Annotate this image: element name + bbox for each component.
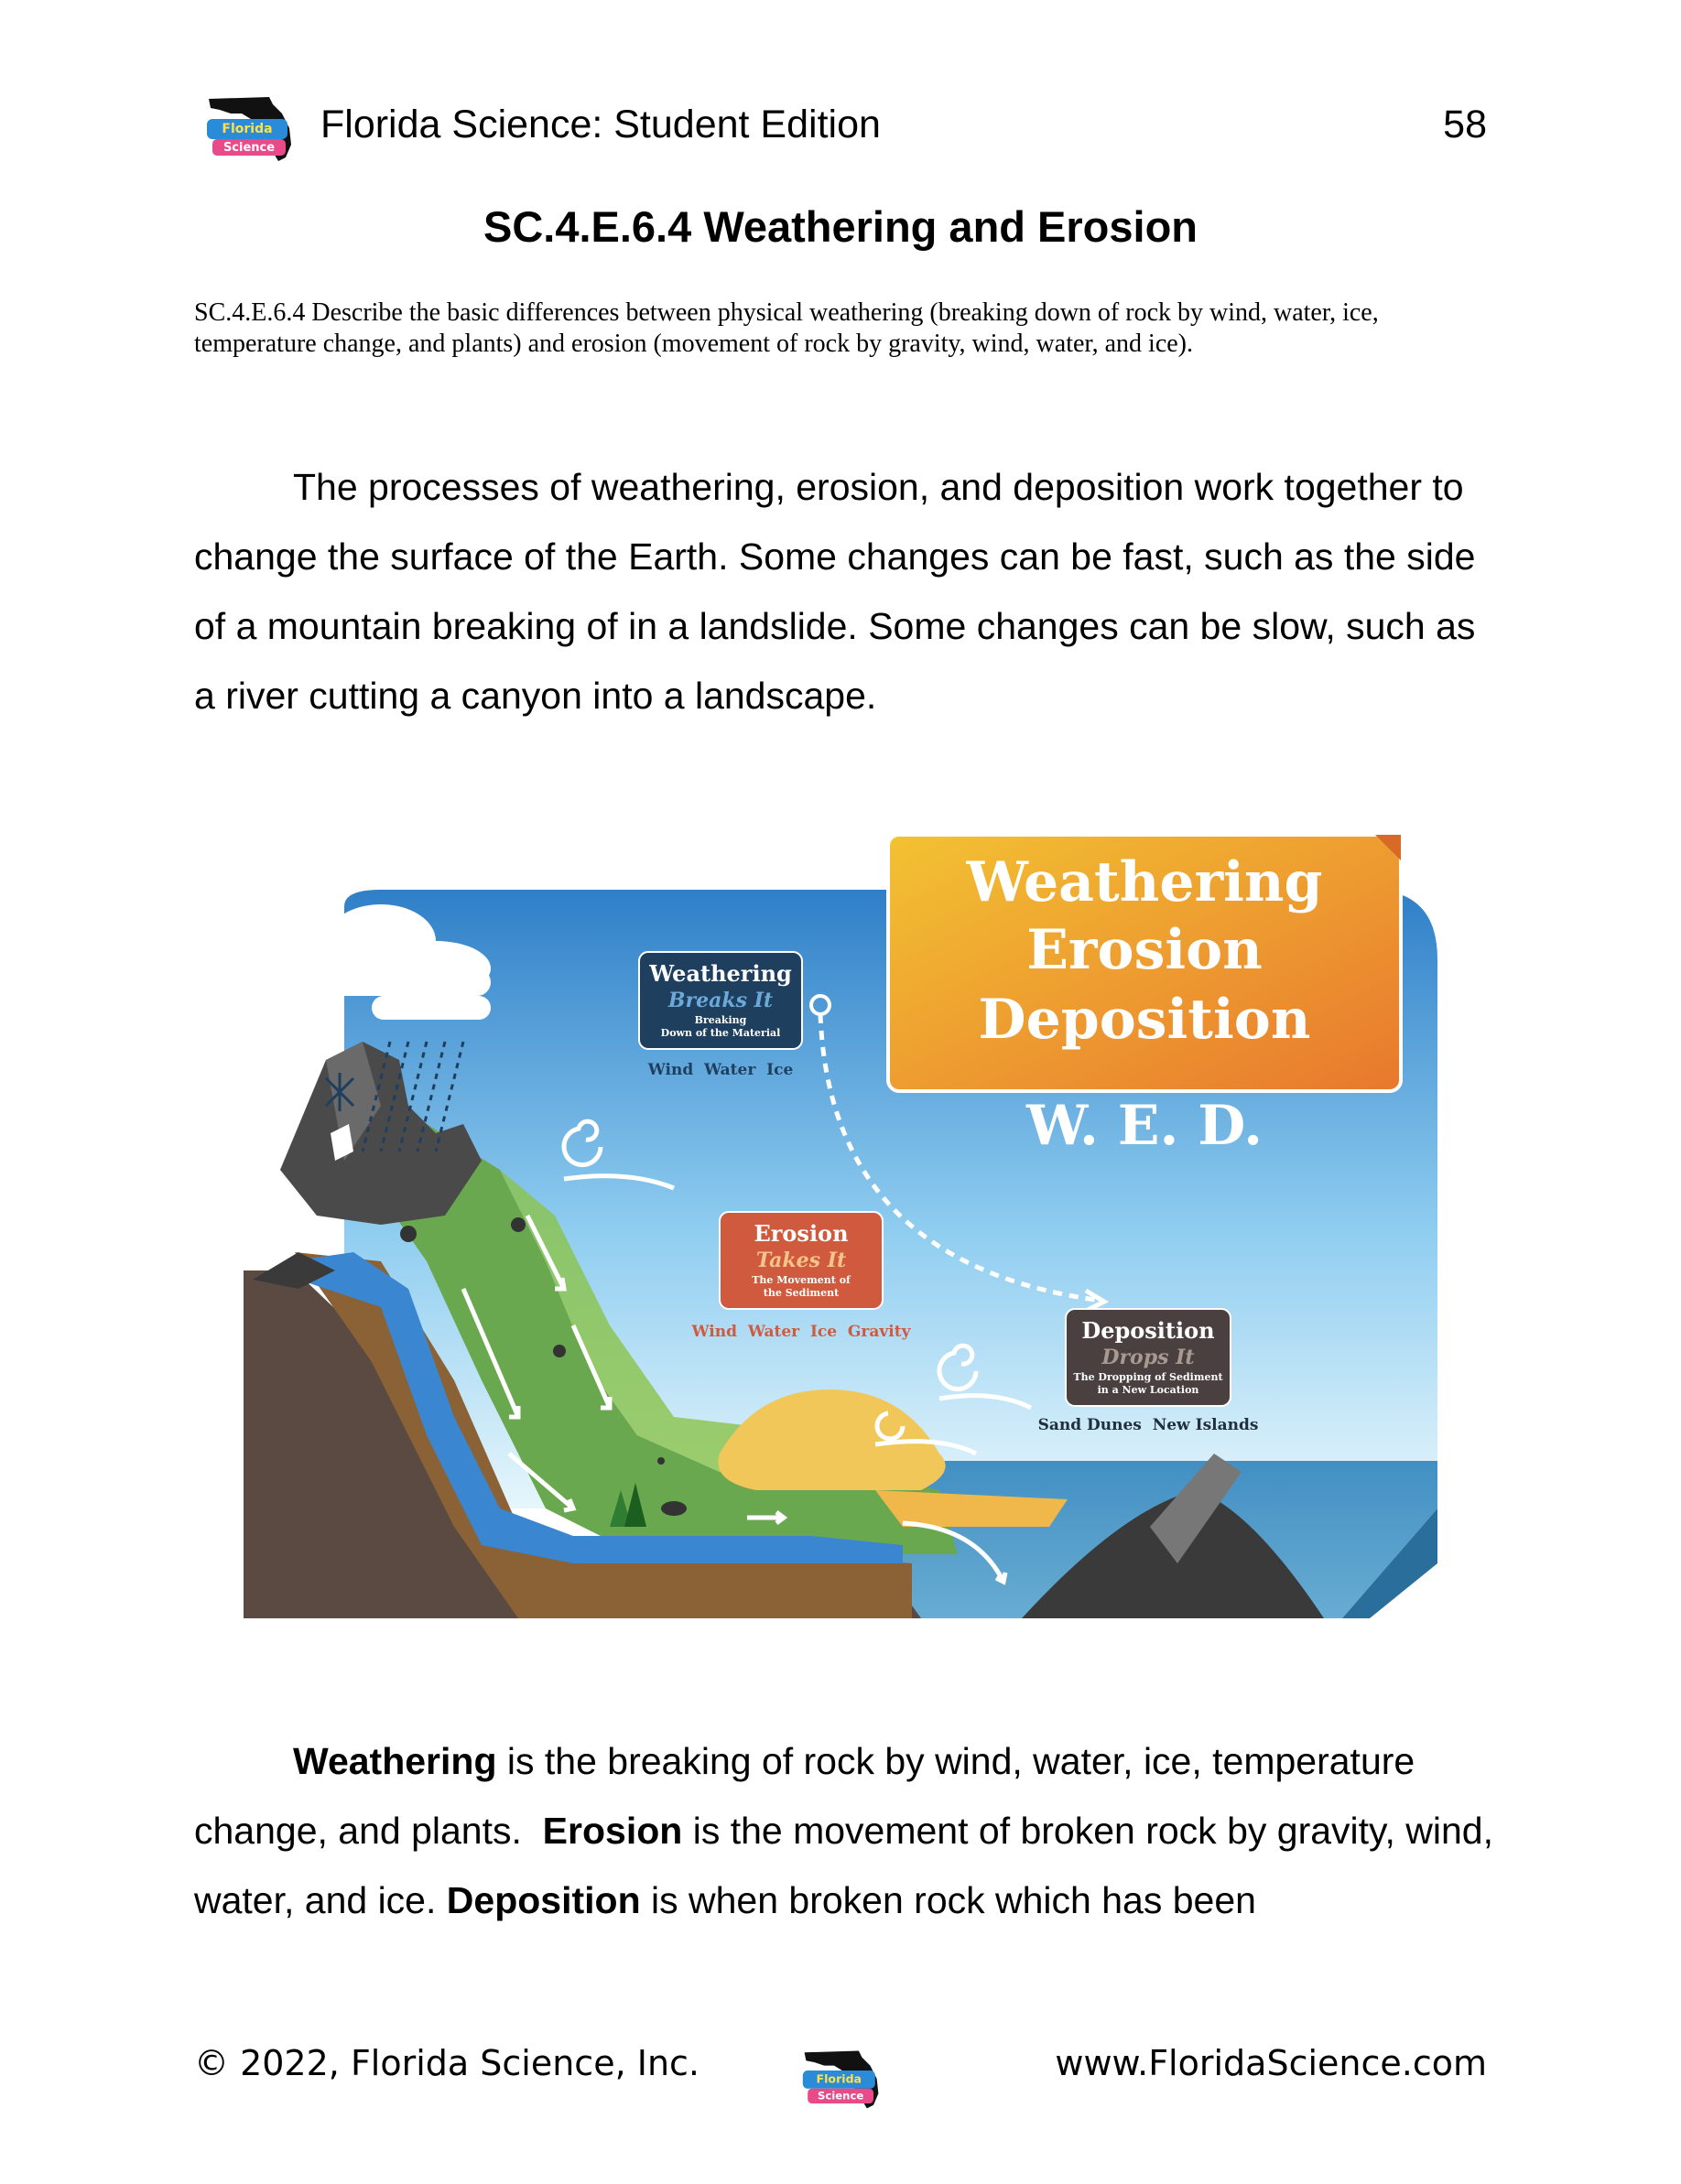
- banner-deposition: Deposition: [978, 988, 1311, 1052]
- page-number: 58: [1443, 103, 1487, 146]
- footer-website: www.FloridaScience.com: [1055, 2043, 1487, 2083]
- footer-copyright: © 2022, Florida Science, Inc.: [194, 2043, 700, 2083]
- wed-acronym: W. E. D.: [1025, 1094, 1263, 1158]
- florida-science-logo: [205, 92, 295, 165]
- weathering-subtitle: Breaks It: [667, 989, 774, 1012]
- logo-text-science: Science: [222, 141, 276, 155]
- weathering-agents: Wind Water Ice: [647, 1061, 794, 1079]
- florida-science-logo: [801, 2043, 882, 2114]
- rock: [661, 1501, 687, 1516]
- header-brand: Florida Science: Student Edition: [320, 103, 881, 146]
- erosion-desc-2: the Sediment: [763, 1287, 840, 1299]
- rock: [400, 1226, 417, 1242]
- term-deposition: Deposition: [446, 1879, 641, 1921]
- rock: [511, 1217, 526, 1232]
- banner-weathering: Weathering: [966, 850, 1323, 914]
- logo-text-florida: Florida: [816, 2071, 862, 2086]
- standard-description: SC.4.E.6.4 Describe the basic differences between physical weathering (breaking down of rock by wind, water, ice, temperature change, and plants) and erosion (movement of rock by gravity, wind, water, and ice).: [194, 298, 1379, 358]
- wed-illustration: [244, 831, 1437, 1626]
- erosion-desc-1: The Movement of: [752, 1274, 851, 1286]
- rock: [553, 1345, 566, 1357]
- logo-text-science: Science: [817, 2089, 864, 2103]
- banner-erosion: Erosion: [1026, 918, 1263, 982]
- deposition-card: [1038, 1309, 1259, 1434]
- intro-paragraph: The processes of weathering, erosion, and deposition work together to change the surface of the Earth. Some changes can be fast, such as the side of a mountain breaking of in a landslide. Some changes can be slow, such as a river cutting a canyon into a landscape.: [194, 466, 1476, 717]
- deposition-agents: Sand Dunes New Islands: [1037, 1416, 1259, 1434]
- term-weathering: Weathering: [293, 1740, 497, 1782]
- deposition-desc-2: in a New Location: [1097, 1384, 1199, 1396]
- wed-banner: [888, 835, 1401, 1091]
- weathering-card: [639, 952, 802, 1079]
- weathering-title: Weathering: [649, 960, 792, 987]
- deposition-title: Deposition: [1081, 1317, 1215, 1344]
- definition-deposition: is when broken rock which has been: [640, 1879, 1256, 1921]
- definitions-paragraph: [194, 1726, 1494, 1935]
- term-erosion: Erosion: [542, 1810, 683, 1852]
- erosion-subtitle: Takes It: [755, 1249, 847, 1272]
- definition-weathering: is the breaking of rock by wind, water, ice, temperature change, and plants.: [194, 1740, 1426, 1852]
- erosion-title: Erosion: [754, 1220, 849, 1247]
- definition-erosion: is the movement of broken rock by gravity, wind, water, and ice.: [194, 1810, 1493, 1921]
- erosion-agents: Wind Water Ice Gravity: [691, 1323, 911, 1341]
- page-header: [194, 92, 1487, 165]
- weathering-desc-1: Breaking: [694, 1014, 747, 1026]
- deposition-subtitle: Drops It: [1101, 1346, 1195, 1369]
- page-title: SC.4.E.6.4 Weathering and Erosion: [483, 202, 1198, 251]
- logo-text-florida: Florida: [222, 122, 273, 136]
- weathering-desc-2: Down of the Material: [660, 1027, 781, 1039]
- deposition-desc-1: The Dropping of Sediment: [1073, 1371, 1223, 1383]
